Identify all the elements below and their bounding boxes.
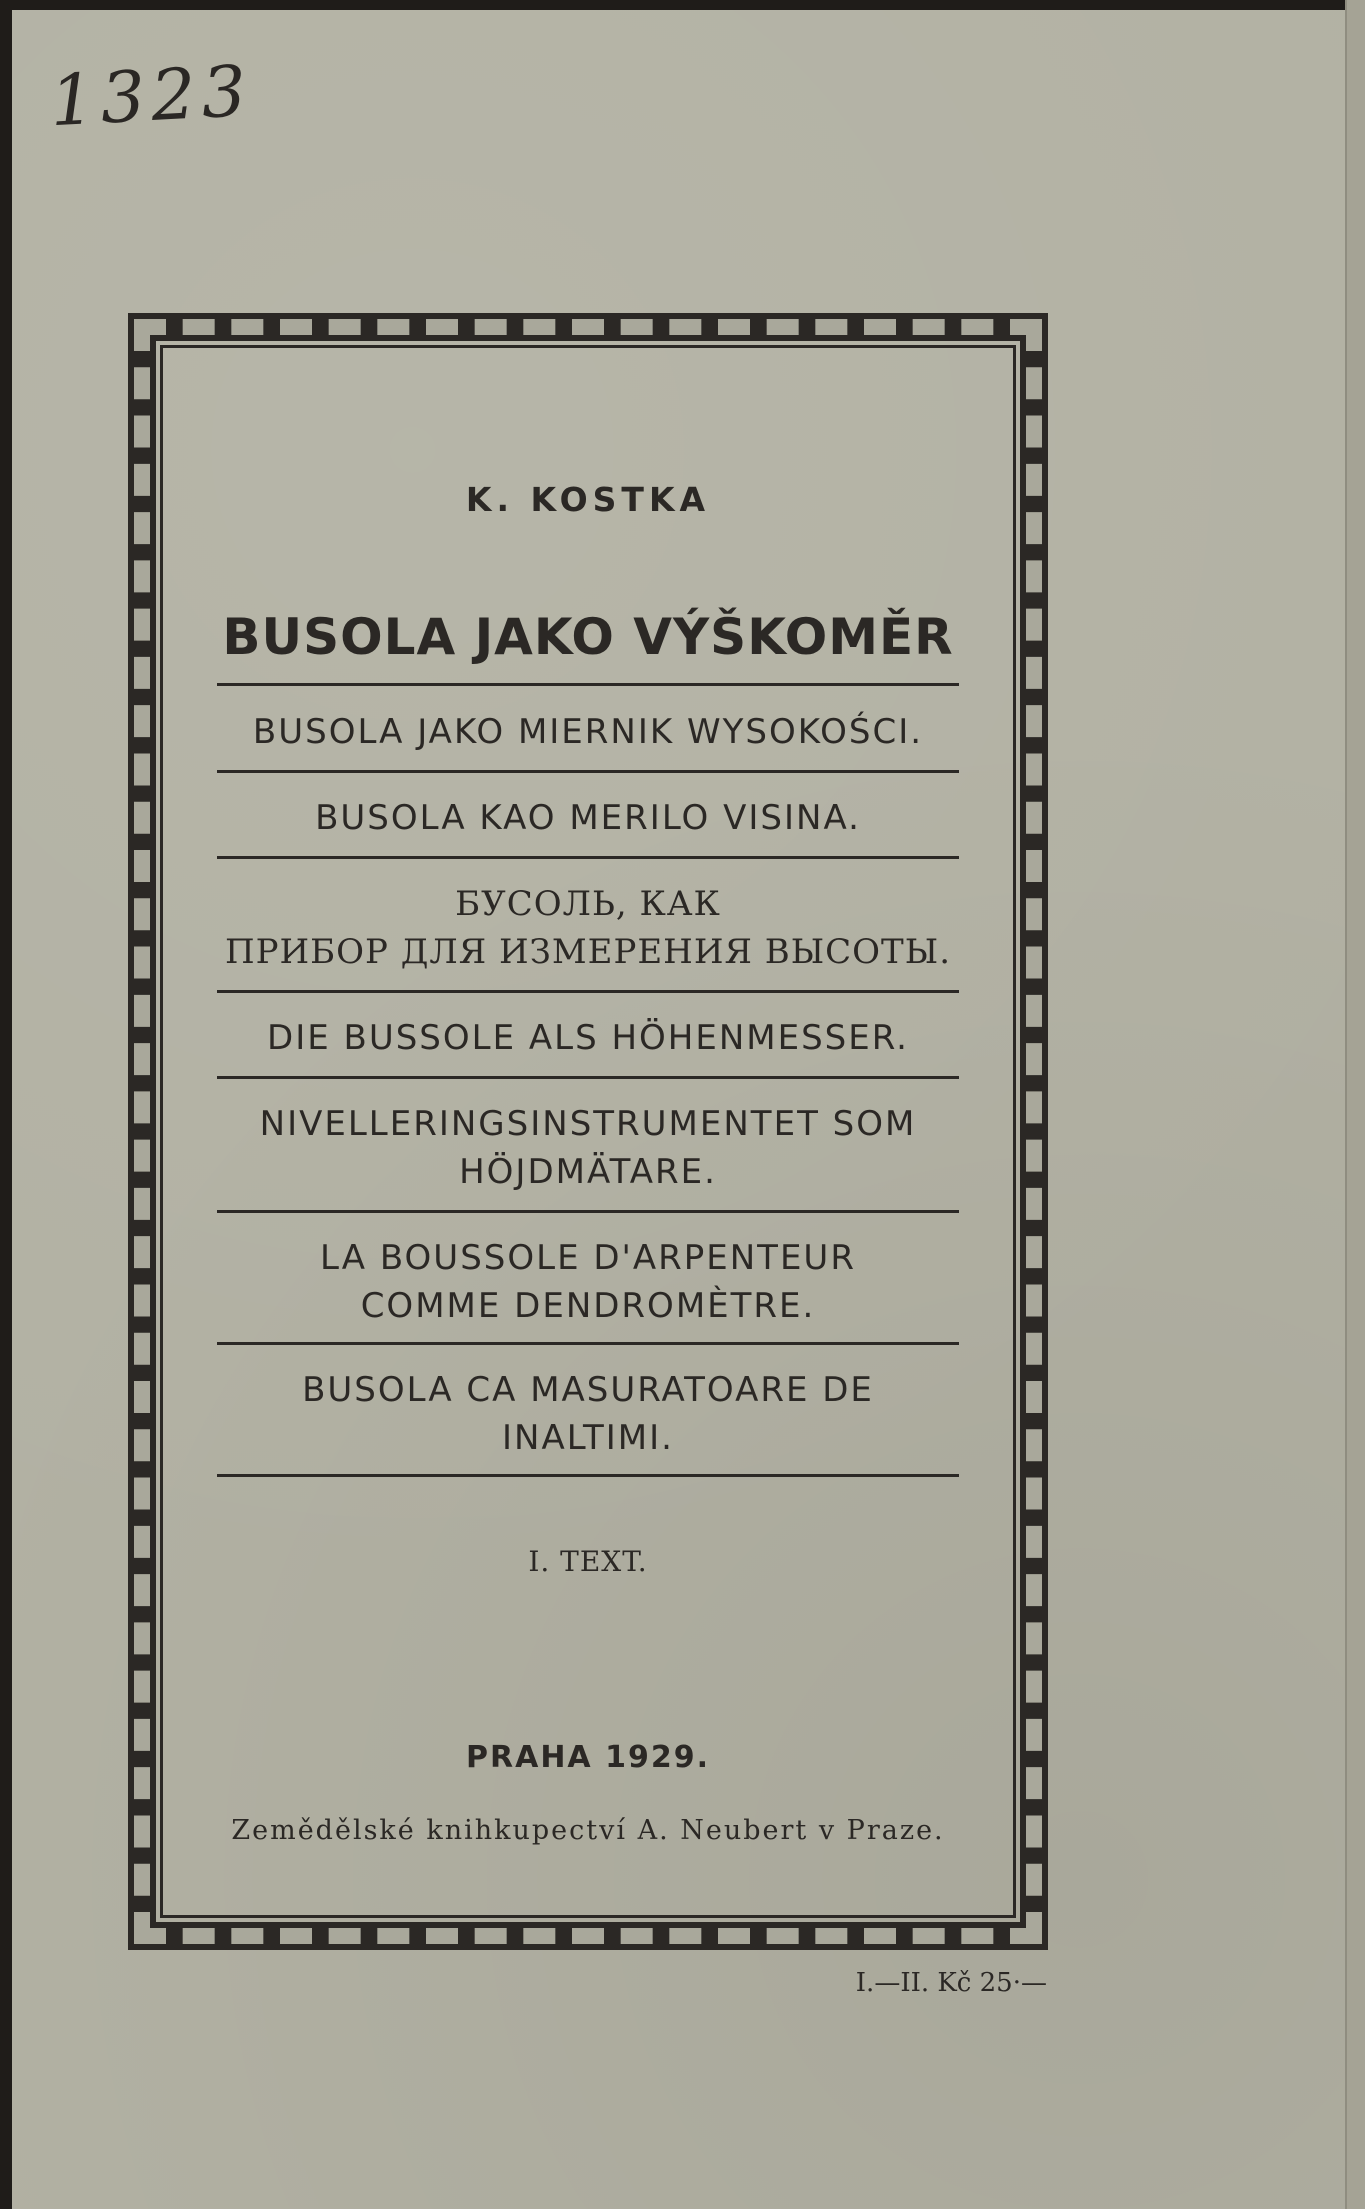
divider-rule xyxy=(217,1474,959,1477)
part-label: I. TEXT. xyxy=(528,1545,648,1578)
subtitle-german: DIE BUSSOLE ALS HÖHENMESSER. xyxy=(267,1018,909,1058)
subtitle-swedish: NIVELLERINGSINSTRUMENTET SOM HÖJDMÄTARE. xyxy=(259,1104,917,1192)
subtitle-romanian: BUSOLA CA MASURATOARE DE INALTIMI. xyxy=(302,1370,874,1458)
page-edge xyxy=(1345,0,1365,2209)
divider-rule xyxy=(217,856,959,859)
divider-rule xyxy=(217,770,959,773)
book-cover xyxy=(12,10,1347,2209)
main-title: BUSOLA JAKO VÝŠKOMĚR xyxy=(222,608,954,666)
handwritten-shelf-mark: 1323 xyxy=(47,49,255,143)
divider-rule xyxy=(217,1342,959,1345)
subtitle-russian: БУСОЛЬ, КАК ПРИБОР ДЛЯ ИЗМЕРЕНИЯ ВЫСОТЫ. xyxy=(225,884,951,972)
author: K. KOSTKA xyxy=(465,480,711,519)
subtitle-polish: BUSOLA JAKO MIERNIK WYSOKOŚCI. xyxy=(252,712,924,752)
divider-rule xyxy=(217,1210,959,1213)
place-year: PRAHA 1929. xyxy=(466,1740,710,1775)
publisher: Zemědělské knihkupectví A. Neubert v Praze. xyxy=(231,1815,945,1846)
subtitle-french: LA BOUSSOLE D'ARPENTEUR COMME DENDROMÈTRE. xyxy=(320,1238,856,1326)
subtitle-serbocroatian: BUSOLA KAO MERILO VISINA. xyxy=(315,798,861,838)
price: I.—II. Kč 25·— xyxy=(855,1968,1047,1998)
divider-rule xyxy=(217,990,959,993)
divider-rule xyxy=(217,683,959,686)
divider-rule xyxy=(217,1076,959,1079)
